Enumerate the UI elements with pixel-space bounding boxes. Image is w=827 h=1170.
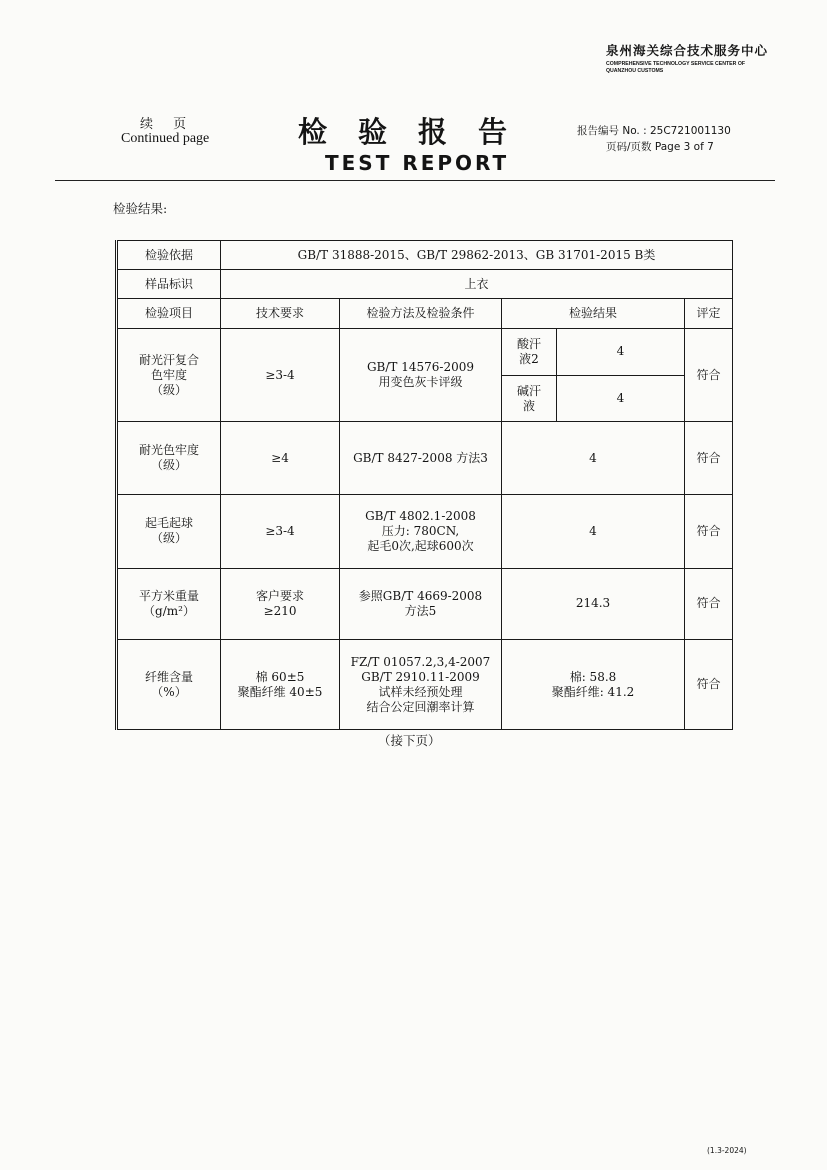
sub-condition-line: 液2 [519,351,539,366]
item-line: 耐光汗复合 [138,352,199,367]
method-line: 压力: 780CN, [381,523,460,538]
verdict-cell: 符合 [685,422,733,495]
requirement-cell: ≥3-4 [221,495,340,569]
method-line: 用变色灰卡评级 [378,375,463,390]
result-cell: 4 [502,495,685,569]
result-cell: 214.3 [502,568,685,640]
header-verdict: 评定 [685,299,733,328]
sample-value: 上衣 [221,270,733,299]
requirement-line: 棉 60±5 [255,669,305,684]
table-row [117,640,733,730]
method-line: GB/T 2910.11-2009 [361,669,480,684]
item-line: 色牢度 [150,367,187,382]
basis-value: GB/T 31888-2015、GB/T 29862-2013、GB 31701-2015 B类 [221,241,733,270]
page-number: 页码/页数 Page 3 of 7 [606,141,714,153]
item-line: 平方米重量 [138,588,199,603]
sub-condition-cell [502,376,557,422]
result-cell: 4 [557,328,685,375]
org-name-en-line1: COMPREHENSIVE TECHNOLOGY SERVICE CENTER OF [606,61,746,67]
item-line: （%） [151,684,187,699]
item-line: 纤维含量 [144,669,193,684]
table-row [117,328,733,375]
verdict-cell: 符合 [685,328,733,422]
item-cell [117,328,221,422]
verdict-cell: 符合 [685,640,733,730]
results-label: 检验结果: [113,201,168,216]
requirement-cell: ≥3-4 [221,328,340,422]
continued-next-note: （接下页） [378,733,441,748]
requirement-cell: ≥4 [221,422,340,495]
method-cell [340,640,502,730]
method-line: 方法5 [404,603,437,618]
method-line: 试样未经预处理 [378,684,463,699]
report-number: 报告编号 No. : 25C721001130 [577,125,731,137]
requirement-line: 聚酯纤维 40±5 [237,684,323,699]
item-line: 起毛起球 [144,516,193,531]
method-line: GB/T 14576-2009 [366,360,475,375]
method-line: 参照GB/T 4669-2008 [358,588,483,603]
report-title-cn: 检验报告 [298,115,539,149]
results-table [115,240,733,730]
table-row-basis [117,241,733,270]
item-cell [117,495,221,569]
method-cell [340,328,502,422]
item-line: （级） [150,382,187,397]
requirement-cell [221,640,340,730]
requirement-cell [221,568,340,640]
sub-condition-cell [502,328,557,375]
method-cell: GB/T 8427-2008 方法3 [340,422,502,495]
verdict-cell: 符合 [685,495,733,569]
table-row-sample [117,270,733,299]
item-line: （g/m²） [143,603,195,618]
header-divider [55,180,775,181]
table-header-row [117,299,733,328]
table-row [117,422,733,495]
method-line: GB/T 4802.1-2008 [365,508,476,523]
result-cell [502,640,685,730]
sub-condition-line: 液 [522,398,535,413]
method-line: 起毛0次,起球600次 [367,538,474,553]
method-cell [340,495,502,569]
header-item: 检验项目 [117,299,221,328]
sample-label: 样品标识 [117,270,221,299]
verdict-cell: 符合 [685,568,733,640]
continued-page-cn: 续 页 [140,117,195,132]
result-cell: 4 [502,422,685,495]
result-line: 聚酯纤维: 41.2 [551,684,635,699]
item-line: （级） [150,458,187,473]
result-cell: 4 [557,376,685,422]
sub-condition-line: 碱汗 [516,383,541,398]
continued-page-en: Continued page [121,131,210,146]
item-cell [117,422,221,495]
report-title-en: TEST REPORT [325,151,510,175]
item-line: （级） [150,531,187,546]
item-line: 耐光色牢度 [138,443,199,458]
item-cell [117,568,221,640]
method-line: FZ/T 01057.2,3,4-2007 [350,654,491,669]
table-row [117,495,733,569]
org-name-cn: 泉州海关综合技术服务中心 [606,43,769,58]
header-requirement: 技术要求 [221,299,340,328]
table-row [117,568,733,640]
requirement-line: ≥210 [263,603,297,618]
method-line: 结合公定回潮率计算 [366,699,475,714]
basis-label: 检验依据 [117,241,221,270]
result-line: 棉: 58.8 [569,669,617,684]
item-cell [117,640,221,730]
form-number: (1.3-2024) [707,1146,747,1155]
org-name-en-line2: QUANZHOU CUSTOMS [606,68,664,74]
requirement-line: 客户要求 [255,588,304,603]
header-result: 检验结果 [502,299,685,328]
header-method: 检验方法及检验条件 [340,299,502,328]
org-name-en [606,61,796,75]
method-cell [340,568,502,640]
sub-condition-line: 酸汗 [516,336,541,351]
